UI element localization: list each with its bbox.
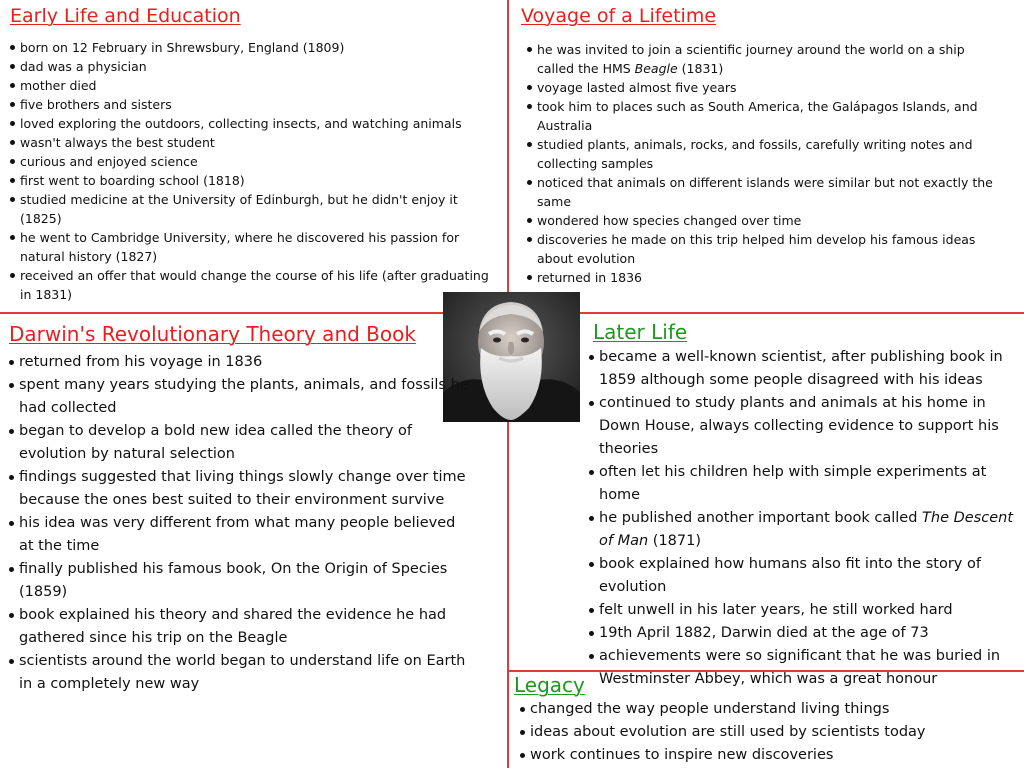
list-item: voyage lasted almost five years	[527, 78, 1001, 97]
list-item: dad was a physician	[10, 57, 500, 76]
voyage-list	[527, 40, 1001, 287]
list-item: spent many years studying the plants, animals, and fossils he had collected	[9, 374, 469, 420]
list-item: returned in 1836	[527, 268, 1001, 287]
book-title: The Descent of Man	[599, 510, 1014, 549]
list-item: loved exploring the outdoors, collecting insects, and watching animals	[10, 114, 500, 133]
voyage-section	[521, 4, 1001, 287]
ship-name: Beagle	[634, 61, 678, 76]
list-item: studied medicine at the University of Edinburgh, but he didn't enjoy it (1825)	[10, 190, 500, 228]
list-item: five brothers and sisters	[10, 95, 500, 114]
list-item: first went to boarding school (1818)	[10, 171, 500, 190]
list-item: studied plants, animals, rocks, and fossils, carefully writing notes and collecting samples	[527, 135, 1001, 173]
list-item: ideas about evolution are still used by scientists today	[520, 721, 1014, 744]
list-item: his idea was very different from what many people believed at the time	[9, 512, 469, 558]
list-item: noticed that animals on different islands were similar but not exactly the same	[527, 173, 1001, 211]
later-life-section	[593, 319, 1018, 691]
legacy-heading: Legacy	[514, 673, 585, 697]
list-item: findings suggested that living things slowly change over time because the ones best suited to their environment survive	[9, 466, 469, 512]
list-item: born on 12 February in Shrewsbury, England (1809)	[10, 38, 500, 57]
early-life-list	[10, 38, 500, 304]
list-item: finally published his famous book, On the Origin of Species (1859)	[9, 558, 469, 604]
list-item: he went to Cambridge University, where he discovered his passion for natural history (1827)	[10, 228, 500, 266]
list-item: took him to places such as South America, the Galápagos Islands, and Australia	[527, 97, 1001, 135]
list-item: work continues to inspire new discoveries	[520, 744, 1014, 767]
list-item: scientists around the world began to understand life on Earth in a completely new way	[9, 650, 469, 696]
list-item	[527, 40, 1001, 78]
list-item: often let his children help with simple experiments at home	[589, 461, 1018, 507]
list-item: achievements were so significant that he was buried in Westminster Abbey, which was a great honour	[589, 645, 1018, 691]
later-life-list	[589, 346, 1018, 691]
list-item: felt unwell in his later years, he still worked hard	[589, 599, 1018, 622]
list-item-text: he published another important book called	[599, 510, 923, 526]
theory-heading: Darwin's Revolutionary Theory and Book	[9, 322, 416, 346]
legacy-list	[520, 698, 1014, 767]
list-item: discoveries he made on this trip helped him develop his famous ideas about evolution	[527, 230, 1001, 268]
list-item: wasn't always the best student	[10, 133, 500, 152]
list-item-text: he was invited to join a scientific journey around the world on a ship called the HMS	[537, 42, 965, 76]
list-item: 19th April 1882, Darwin died at the age of 73	[589, 622, 1018, 645]
list-item: began to develop a bold new idea called the theory of evolution by natural selection	[9, 420, 469, 466]
list-item: mother died	[10, 76, 500, 95]
theory-list	[9, 351, 469, 696]
later-life-heading: Later Life	[593, 320, 688, 344]
early-life-heading: Early Life and Education	[10, 5, 241, 27]
list-item: curious and enjoyed science	[10, 152, 500, 171]
list-item: book explained how humans also fit into the story of evolution	[589, 553, 1018, 599]
left-horizontal-divider	[0, 312, 444, 314]
legacy-section	[514, 673, 1014, 767]
voyage-heading: Voyage of a Lifetime	[521, 5, 717, 27]
list-item: continued to study plants and animals at his home in Down House, always collecting evidence to support his theories	[589, 392, 1018, 461]
list-item: became a well-known scientist, after publishing book in 1859 although some people disagreed with his ideas	[589, 346, 1018, 392]
list-item: received an offer that would change the course of his life (after graduating in 1831)	[10, 266, 500, 304]
theory-section	[9, 321, 469, 696]
list-item: book explained his theory and shared the evidence he had gathered since his trip on the Beagle	[9, 604, 469, 650]
early-life-section	[10, 4, 500, 304]
list-item: returned from his voyage in 1836	[9, 351, 469, 374]
list-item-text: (1831)	[677, 61, 724, 76]
list-item: changed the way people understand living things	[520, 698, 1014, 721]
list-item: wondered how species changed over time	[527, 211, 1001, 230]
list-item	[589, 507, 1018, 553]
list-item-text: (1871)	[648, 533, 701, 549]
right-horizontal-divider	[580, 312, 1024, 314]
